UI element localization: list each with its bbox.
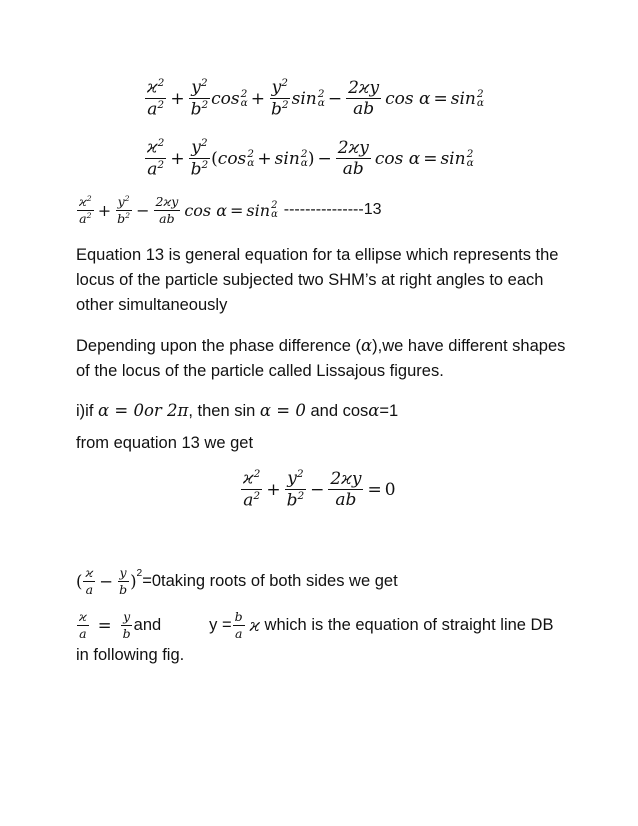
y-equals: y =: [209, 615, 232, 634]
minus-sign: −: [327, 88, 343, 109]
fraction-2xy-ab: $\frac{2ϰy}{ab}$: [348, 77, 380, 120]
following-fig-line: in following fig.: [76, 646, 185, 664]
roots-line: [76, 566, 398, 597]
equals-sign: =: [230, 200, 244, 220]
alpha-symbol: α: [361, 336, 373, 355]
case-end: and cos: [305, 402, 369, 420]
para2-text-b: ),we have different shapes of the locus of the particle called Lissajous figures.: [76, 337, 566, 380]
ratio-line: [76, 610, 553, 641]
left-paren: (: [76, 571, 83, 591]
from-equation-line: from equation 13 we get: [76, 434, 254, 452]
equals-sign: =: [367, 479, 382, 500]
x-symbol: ϰ: [249, 615, 260, 635]
equals-sign: =: [433, 88, 448, 109]
fraction-x2-a2: $\frac{ϰ^2}{a^2}$: [147, 137, 165, 180]
case-end2: =1: [379, 402, 399, 420]
paragraph-phase-difference: [76, 333, 566, 384]
alpha-values: α = 0or 2π: [98, 401, 189, 420]
para2-text-a: Depending upon the phase difference (: [76, 337, 361, 355]
case-mid: , then sin: [188, 402, 260, 420]
fraction-x2-a2: $\frac{ϰ^2}{a^2}$: [243, 468, 261, 511]
fraction-2xy-ab: $\frac{2ϰy}{ab}$: [330, 468, 362, 511]
equation-case-i: [240, 469, 396, 511]
fraction-y2-b2: $\frac{y^2}{b^2}$: [190, 77, 209, 120]
fraction-b-a: $\frac{b}{a}$: [234, 609, 243, 641]
minus-sign: −: [310, 479, 325, 500]
cos-squared-alpha: cos 2 α: [217, 147, 255, 170]
fraction-x2-a2: $\frac{ϰ^2}{a^2}$: [147, 77, 165, 120]
minus-sign: −: [99, 571, 114, 591]
plus-sign: +: [170, 88, 185, 109]
fraction-x-a: $\frac{ϰ}{a}$: [85, 565, 94, 597]
left-paren: (: [211, 148, 218, 169]
roots-text: =0taking roots of both sides we get: [142, 571, 398, 590]
cos-alpha: cos α: [374, 148, 421, 169]
plus-sign: +: [250, 88, 266, 109]
case-i-line: [76, 398, 566, 424]
case-prefix: i)if: [76, 402, 98, 420]
fraction-x-a: $\frac{ϰ}{a}$: [79, 609, 87, 641]
fraction-y2-b2: $\frac{y^2}{b^2}$: [117, 194, 131, 227]
and-text: and: [133, 615, 162, 634]
fraction-y2-b2: $\frac{y^2}{b^2}$: [286, 468, 305, 511]
fraction-2xy-ab: $\frac{2ϰy}{ab}$: [337, 137, 369, 180]
equation-13: [76, 195, 381, 226]
minus-sign: −: [317, 148, 332, 169]
right-paren: ): [307, 148, 315, 169]
plus-sign: +: [97, 200, 112, 220]
equation-1: [144, 78, 484, 120]
right-paren: ): [130, 571, 137, 591]
plus-sign: +: [257, 148, 272, 169]
fraction-x2-a2: $\frac{ϰ^2}{a^2}$: [79, 194, 92, 227]
cos-alpha: cos α: [385, 88, 431, 109]
straight-line-text: which is the equation of straight line DB: [259, 615, 554, 634]
fraction-y2-b2: $\frac{y^2}{b^2}$: [190, 137, 209, 180]
cos-squared-alpha: cos 2 α: [211, 87, 248, 110]
plus-sign: +: [266, 479, 281, 500]
fraction-y-b: $\frac{y}{b}$: [119, 565, 128, 597]
equals-sign: =: [423, 148, 438, 169]
paragraph-ellipse: Equation 13 is general equation for ta ellipse which represents the locus of the particle subjected two SHM’s at right angles to each other simultaneously: [76, 246, 559, 314]
sin-squared-alpha: sin 2 α: [440, 147, 474, 170]
zero: 0: [384, 479, 396, 500]
equation-number-tag: ---------------13: [283, 201, 382, 219]
fraction-y2-b2: $\frac{y^2}{b^2}$: [271, 77, 289, 120]
fraction-2xy-ab: $\frac{2ϰy}{ab}$: [155, 194, 179, 226]
minus-sign: −: [136, 200, 150, 220]
equals-sign: =: [97, 615, 112, 635]
equation-2: [144, 138, 474, 180]
alpha-symbol: α: [368, 401, 380, 420]
plus-sign: +: [170, 148, 185, 169]
sin-squared-alpha: sin 2 α: [274, 147, 308, 170]
square-exponent: 2: [136, 568, 143, 579]
sin-squared-alpha: sin 2 α: [291, 87, 325, 110]
cos-alpha: cos α: [184, 200, 228, 220]
sin-squared-alpha: sin 2 α: [246, 200, 278, 221]
sin-alpha-zero: α = 0: [259, 401, 306, 420]
fraction-y-b: $\frac{y}{b}$: [122, 609, 131, 641]
sin-squared-alpha: sin 2 α: [450, 87, 485, 110]
